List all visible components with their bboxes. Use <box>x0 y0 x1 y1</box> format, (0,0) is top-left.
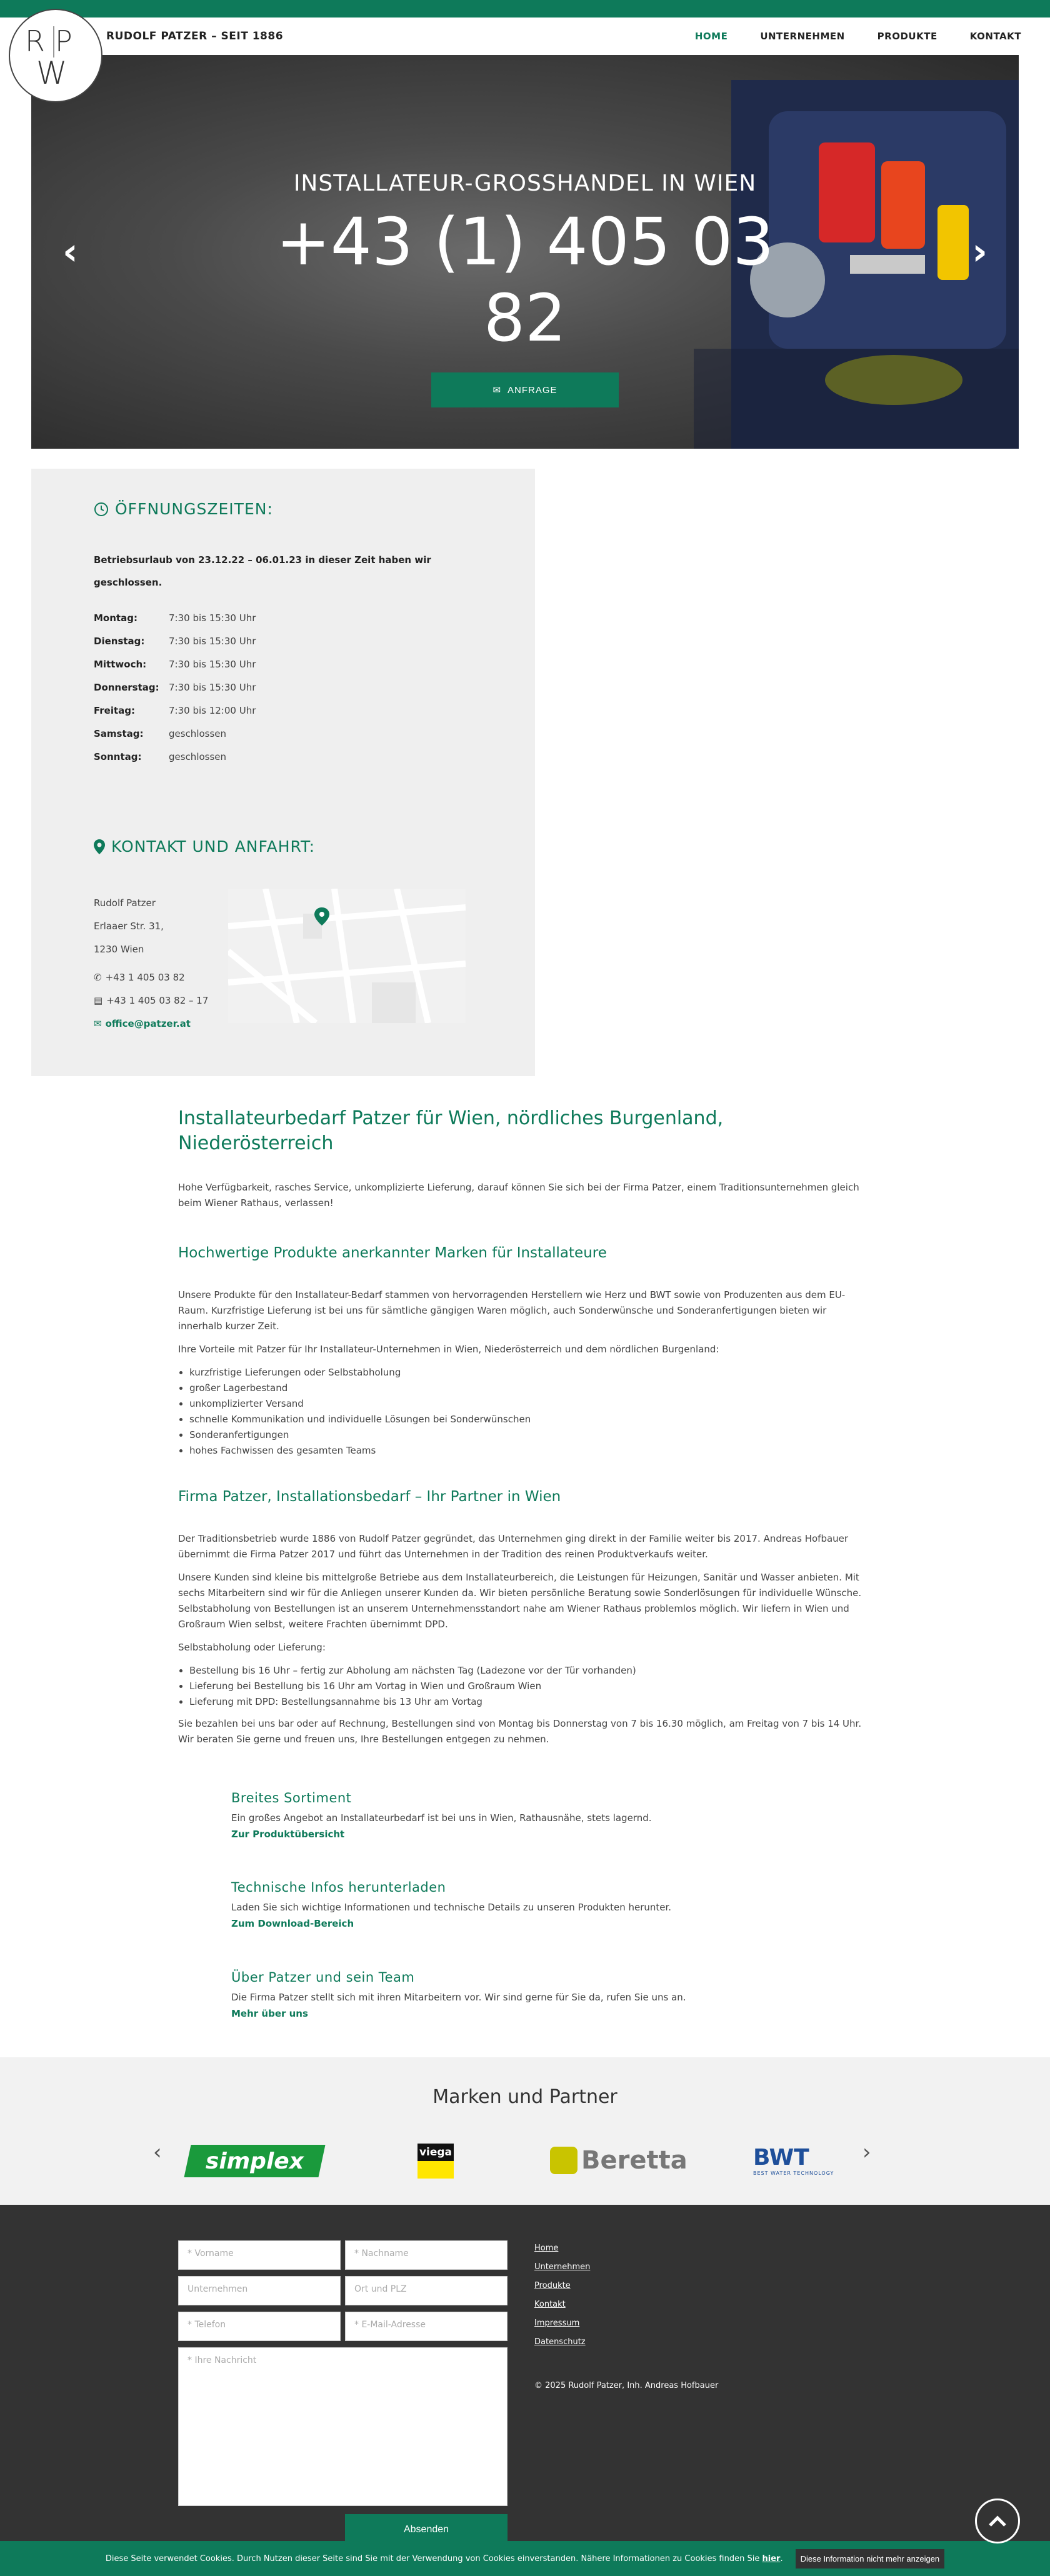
viega-text: viega <box>418 2144 454 2161</box>
hours-heading-text: ÖFFNUNGSZEITEN: <box>115 500 273 518</box>
beretta-mark-icon <box>550 2147 578 2174</box>
time-value: 7:30 bis 12:00 Uhr <box>169 704 256 716</box>
feature-text: Die Firma Patzer stellt sich mit ihren Mitarbeitern vor. Wir sind gerne für Sie da, rufen Sie uns an. <box>231 1992 686 2003</box>
nachname-field[interactable]: * Nachname <box>345 2240 508 2270</box>
phone-icon: ✆ <box>94 971 102 983</box>
header <box>0 17 1050 55</box>
time-value: 7:30 bis 15:30 Uhr <box>169 612 256 624</box>
list-item: • unkomplizierter Versand <box>189 1396 872 1412</box>
svg-text:W: W <box>36 55 68 90</box>
slider-next-icon[interactable]: › <box>972 230 988 274</box>
time-value: 7:30 bis 15:30 Uhr <box>169 635 256 647</box>
footer-link-impressum[interactable]: Impressum <box>534 2319 580 2328</box>
advantages-list <box>178 1365 872 1459</box>
hero-slider <box>31 55 1019 449</box>
time-value: geschlossen <box>169 727 227 739</box>
info-panel <box>31 469 535 1076</box>
fax-icon: ▤ <box>94 994 103 1006</box>
brands-prev-icon[interactable]: ‹ <box>153 2140 162 2165</box>
contact-street: Erlaaer Str. 31, <box>94 920 164 932</box>
hero-subtitle: INSTALLATEUR-GROSSHANDEL IN WIEN <box>293 171 757 196</box>
main-nav <box>679 17 1038 55</box>
contact-email[interactable] <box>94 1012 208 1035</box>
day-label: Montag: <box>94 612 138 624</box>
anfrage-label: ANFRAGE <box>508 384 558 396</box>
hours-row <box>94 676 256 699</box>
hours-row <box>94 652 256 676</box>
beretta-text: Beretta <box>581 2146 688 2175</box>
brand-logo-viega <box>418 2144 454 2179</box>
email-link[interactable]: office@patzer.at <box>105 1017 191 1029</box>
list-item: • hohes Fachwissen des gesamten Teams <box>189 1443 872 1459</box>
contact-city: 1230 Wien <box>94 943 144 955</box>
opening-hours <box>94 606 256 768</box>
envelope-icon: ✉ <box>492 385 502 396</box>
feature-link-downloads[interactable]: Zum Download-Bereich <box>231 1918 354 1929</box>
list-item: • Bestellung bis 16 Uhr – fertig zur Abholung am nächsten Tag (Ladezone vor der Tür vorhanden) <box>189 1663 872 1679</box>
delivery-list <box>178 1663 872 1710</box>
intro-title: Installateurbedarf Patzer für Wien, nördliches Burgenland, Niederösterreich <box>178 1107 724 1154</box>
copyright: © 2025 Rudolf Patzer, Inh. Andreas Hofbauer <box>534 2381 719 2390</box>
feature-title: Breites Sortiment <box>231 1790 352 1805</box>
logo[interactable] <box>9 9 102 102</box>
hours-row <box>94 606 256 629</box>
footer-link-datenschutz[interactable]: Datenschutz <box>534 2337 586 2347</box>
partner-title: Firma Patzer, Installationsbedarf – Ihr Partner in Wien <box>178 1489 561 1505</box>
brands-heading: Marken und Partner <box>432 2086 618 2108</box>
nav-kontakt[interactable]: KONTAKT <box>969 31 1021 42</box>
day-label: Dienstag: <box>94 635 145 647</box>
products-text-2: Ihre Vorteile mit Patzer für Ihr Installateur-Unternehmen in Wien, Niederösterreich und dem nördlichen Burgenland: <box>178 1344 719 1355</box>
time-value: geschlossen <box>169 751 227 762</box>
time-value: 7:30 bis 15:30 Uhr <box>169 681 256 693</box>
partner-text-4: Sie bezahlen bei uns bar oder auf Rechnung, Bestellungen sind von Montag bis Donnerstag von 7 bis 16.30 möglich, am Freitag von 7 bis 14 Uhr. Wir beraten Sie gerne und freuen uns, Ihre Bestellungen entgegen zu nehmen. <box>178 1718 862 1745</box>
absenden-button[interactable]: Absenden <box>345 2514 508 2545</box>
cookie-banner <box>0 2541 1050 2576</box>
list-item: • Lieferung bei Bestellung bis 16 Uhr am Vortag in Wien und Großraum Wien <box>189 1679 872 1694</box>
email-field[interactable]: * E-Mail-Adresse <box>345 2312 508 2341</box>
list-item: • kurzfristige Lieferungen oder Selbstabholung <box>189 1365 872 1380</box>
top-accent-bar <box>0 0 1050 17</box>
bwt-tagline: BEST WATER TECHNOLOGY <box>753 2170 834 2176</box>
footer <box>0 2205 1050 2576</box>
day-label: Donnerstag: <box>94 681 159 693</box>
list-item: • schnelle Kommunikation und individuelle Lösungen bei Sonderwünschen <box>189 1412 872 1427</box>
vorname-field[interactable]: * Vorname <box>178 2240 341 2270</box>
slider-prev-icon[interactable]: ‹ <box>62 230 78 274</box>
fax-value: +43 1 405 03 82 – 17 <box>106 994 209 1006</box>
feature-sortiment <box>231 1790 856 1840</box>
brand-name[interactable]: RUDOLF PATZER – SEIT 1886 <box>106 30 284 42</box>
ort-field[interactable]: Ort und PLZ <box>345 2276 508 2305</box>
footer-link-kontakt[interactable]: Kontakt <box>534 2300 566 2309</box>
brand-logo-simplex <box>184 2145 325 2177</box>
list-item: • Lieferung mit DPD: Bestellungsannahme bis 13 Uhr am Vortag <box>189 1694 872 1710</box>
feature-text: Ein großes Angebot an Installateurbedarf ist bei uns in Wien, Rathausnähe, stets lagernd. <box>231 1812 652 1824</box>
svg-text:P: P <box>55 24 72 58</box>
contact-fax <box>94 989 208 1012</box>
contact-name: Rudolf Patzer <box>94 897 156 909</box>
list-item: • großer Lagerbestand <box>189 1380 872 1396</box>
contact-details <box>94 891 208 1035</box>
time-value: 7:30 bis 15:30 Uhr <box>169 658 256 670</box>
feature-downloads <box>231 1880 856 1929</box>
day-label: Sonntag: <box>94 751 142 762</box>
phone-value: +43 1 405 03 82 <box>105 971 185 983</box>
feature-text: Laden Sie sich wichtige Informationen und technische Details zu unseren Produkten herunter. <box>231 1902 672 1913</box>
cookie-info-link[interactable]: hier <box>762 2554 781 2564</box>
cookie-text: Diese Seite verwendet Cookies. Durch Nutzen dieser Seite sind Sie mit der Verwendung von Cookies einverstanden. Nähere Informationen zu Cookies finden Sie hier. <box>105 2554 783 2564</box>
cookie-dismiss-button[interactable]: Diese Information nicht mehr anzeigen <box>796 2549 945 2569</box>
back-to-top-button[interactable] <box>975 2499 1020 2544</box>
contact-heading <box>94 837 315 856</box>
feature-link-about[interactable]: Mehr über uns <box>231 2008 308 2019</box>
feature-team <box>231 1970 856 2019</box>
bwt-text: BWT <box>753 2145 809 2170</box>
location-map[interactable] <box>228 889 466 1023</box>
list-item: • Sonderanfertigungen <box>189 1427 872 1443</box>
products-text-1: Unsere Produkte für den Installateur-Bedarf stammen von hervorragenden Herstellern wie Herz und BWT sowie von Produzenten aus dem EU-Raum. Kurzfristige Lieferung ist bei uns für sämtliche gängigen Waren möglich, auch Sonderwünsche und Sonderanfertigungen bieten wir innerhalb kurzer Zeit. <box>178 1289 846 1332</box>
unternehmen-field[interactable]: Unternehmen <box>178 2276 341 2305</box>
feature-link-products[interactable]: Zur Produktübersicht <box>231 1829 345 1840</box>
feature-title: Technische Infos herunterladen <box>231 1880 446 1895</box>
svg-text:R: R <box>25 24 45 58</box>
message-textarea[interactable]: * Ihre Nachricht <box>178 2347 508 2506</box>
clock-icon <box>94 502 109 517</box>
hours-heading <box>94 500 273 518</box>
contact-phone[interactable] <box>94 966 208 989</box>
simplex-text: simplex <box>205 2148 304 2174</box>
partner-text-3: Selbstabholung oder Lieferung: <box>178 1642 326 1653</box>
hero-phone[interactable]: +43 (1) 405 03 82 <box>276 204 774 356</box>
hours-row <box>94 745 256 768</box>
footer-link-unternehmen[interactable]: Unternehmen <box>534 2262 591 2272</box>
partner-text-2: Unsere Kunden sind kleine bis mittelgroße Betriebe aus dem Installateurbereich, die Leistungen für Heizungen, Sanitär und Wasser anbieten. Mit sechs Mitarbeitern sind wir für die Anliegen unserer Kunden da. Wir bieten persönliche Beratung sowie Sonderlösungen für individuelle Wünsche. Selbstabholung von Bestellungen ist an unserem Unternehmensstandort nahe am Wiener Rathaus problemlos möglich. Wir liefern in Wien und Großraum Wien selbst, weitere Frachten übernimmt DPD. <box>178 1572 862 1630</box>
day-label: Mittwoch: <box>94 658 147 670</box>
footer-link-home[interactable]: Home <box>534 2244 559 2253</box>
hours-row <box>94 629 256 652</box>
brands-section <box>0 2057 1050 2205</box>
brand-logo-bwt <box>753 2145 834 2176</box>
nav-unternehmen[interactable]: UNTERNEHMEN <box>760 31 845 42</box>
feature-title: Über Patzer und sein Team <box>231 1970 415 1985</box>
map-marker-icon <box>94 839 105 854</box>
telefon-field[interactable]: * Telefon <box>178 2312 341 2341</box>
chevron-up-icon <box>988 2515 1007 2527</box>
brand-logo-beretta <box>550 2146 688 2175</box>
map-image <box>228 889 466 1023</box>
brands-next-icon[interactable]: › <box>862 2140 871 2165</box>
hours-row <box>94 699 256 722</box>
hours-row <box>94 722 256 745</box>
envelope-icon: ✉ <box>94 1017 102 1029</box>
intro-text: Hohe Verfügbarkeit, rasches Service, unkomplizierte Lieferung, darauf können Sie sich bei der Firma Patzer, einem Traditionsunternehmen gleich beim Wiener Rathaus, verlassen! <box>178 1182 859 1209</box>
rpw-logo-icon <box>21 21 90 90</box>
footer-links <box>534 2239 590 2352</box>
nav-home[interactable]: HOME <box>694 31 728 42</box>
partner-text-1: Der Traditionsbetrieb wurde 1886 von Rudolf Patzer gegründet, das Unternehmen ging direkt in der Familie weiter bis 2017. Andreas Hofbauer übernimmt die Firma Patzer 2017 und führt das Unternehmen in der Tradition des reinen Produktverkaufs weiter. <box>178 1533 849 1560</box>
products-title: Hochwertige Produkte anerkannter Marken für Installateure <box>178 1245 607 1261</box>
cookie-message: Diese Seite verwendet Cookies. Durch Nutzen dieser Seite sind Sie mit der Verwendung von Cookies einverstanden. Nähere Informationen zu Cookies finden Sie <box>105 2554 760 2564</box>
anfrage-button[interactable] <box>431 372 619 407</box>
day-label: Freitag: <box>94 704 136 716</box>
contact-heading-text: KONTAKT UND ANFAHRT: <box>111 837 315 856</box>
holiday-notice: Betriebsurlaub von 23.12.22 – 06.01.23 in dieser Zeit haben wir geschlossen. <box>94 554 431 588</box>
day-label: Samstag: <box>94 727 144 739</box>
footer-link-produkte[interactable]: Produkte <box>534 2281 571 2290</box>
nav-produkte[interactable]: PRODUKTE <box>877 31 938 42</box>
